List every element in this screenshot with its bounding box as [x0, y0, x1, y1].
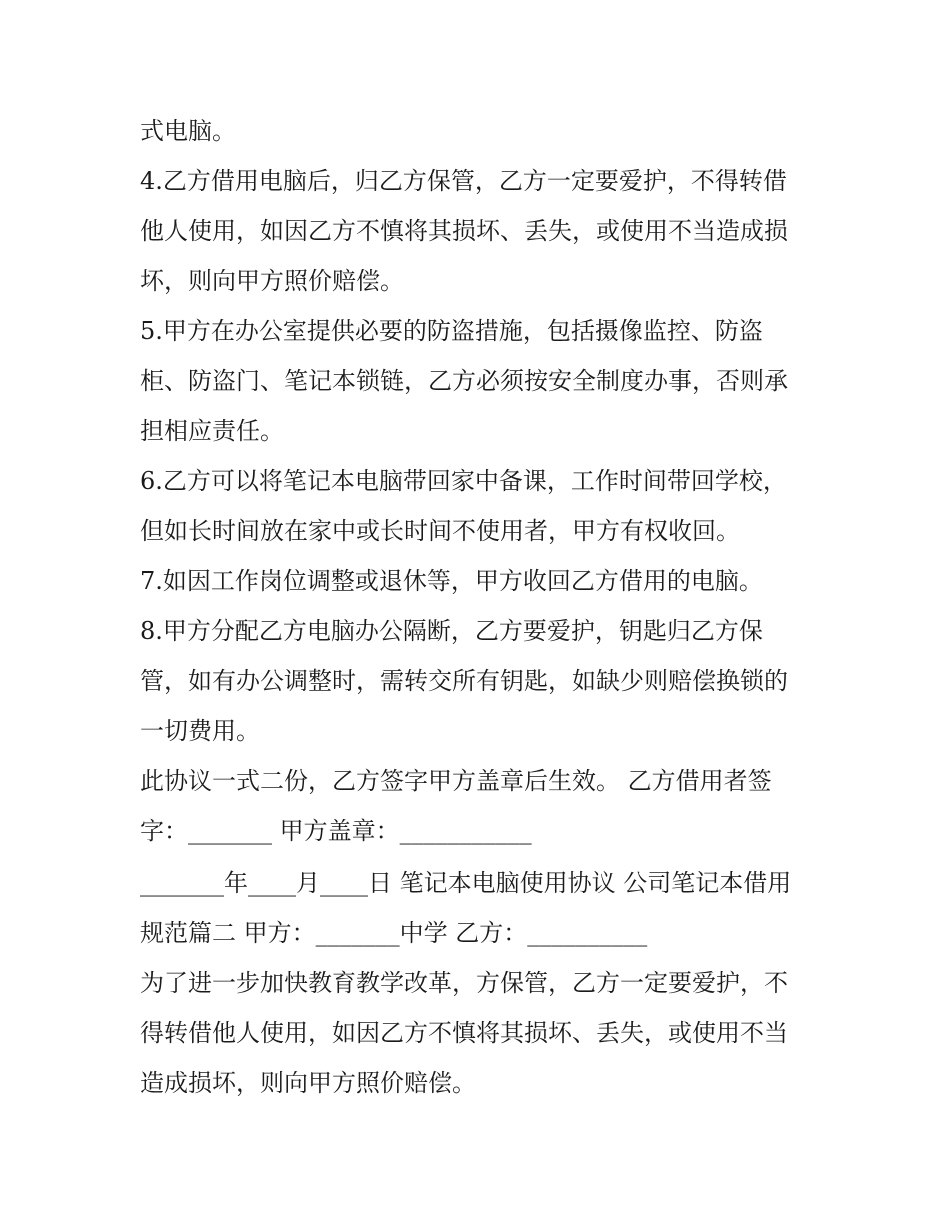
section-2-line-2: 得转借他人使用，如因乙方不慎将其损坏、丢失，或使用不当: [140, 1019, 788, 1047]
clause-4-line-3: 坏，则向甲方照价赔偿。: [140, 267, 404, 295]
document-body: [140, 106, 830, 1108]
date-title-line: _______年____月____日 笔记本电脑使用协议 公司笔记本借用: [140, 869, 792, 897]
clause-5-line-1: 5.甲方在办公室提供必要的防盗措施，包括摄像监控、防盗: [140, 317, 763, 345]
signature-line: 字：_______ 甲方盖章：___________: [140, 817, 532, 845]
clause-7-line-1: 7.如因工作岗位调整或退休等，甲方收回乙方借用的电脑。: [140, 567, 763, 595]
clause-8-line-3: 一切费用。: [140, 717, 260, 745]
party-line: 规范篇二 甲方：_______中学 乙方：__________: [140, 919, 648, 947]
clause-8-line-2: 管，如有办公调整时，需转交所有钥匙，如缺少则赔偿换锁的: [140, 667, 788, 695]
clause-4-line-2: 他人使用，如因乙方不慎将其损坏、丢失，或使用不当造成损: [140, 217, 788, 245]
section-2-line-1: 为了进一步加快教育教学改革，方保管，乙方一定要爱护，不: [140, 969, 788, 997]
clause-8-line-1: 8.甲方分配乙方电脑办公隔断，乙方要爱护，钥匙归乙方保: [140, 617, 763, 645]
section-2-line-3: 造成损坏，则向甲方照价赔偿。: [140, 1069, 476, 1097]
clause-5-line-3: 担相应责任。: [140, 417, 284, 445]
clause-5-line-2: 柜、防盗门、笔记本锁链，乙方必须按安全制度办事，否则承: [140, 367, 788, 395]
text-line: 式电脑。: [140, 117, 236, 145]
clause-6-line-1: 6.乙方可以将笔记本电脑带回家中备课，工作时间带回学校，: [140, 467, 787, 495]
clause-6-line-2: 但如长时间放在家中或长时间不使用者，甲方有权收回。: [140, 517, 740, 545]
clause-4-line-1: 4.乙方借用电脑后，归乙方保管，乙方一定要爱护，不得转借: [140, 167, 787, 195]
agreement-note-line: 此协议一式二份，乙方签字甲方盖章后生效。 乙方借用者签: [140, 767, 772, 795]
